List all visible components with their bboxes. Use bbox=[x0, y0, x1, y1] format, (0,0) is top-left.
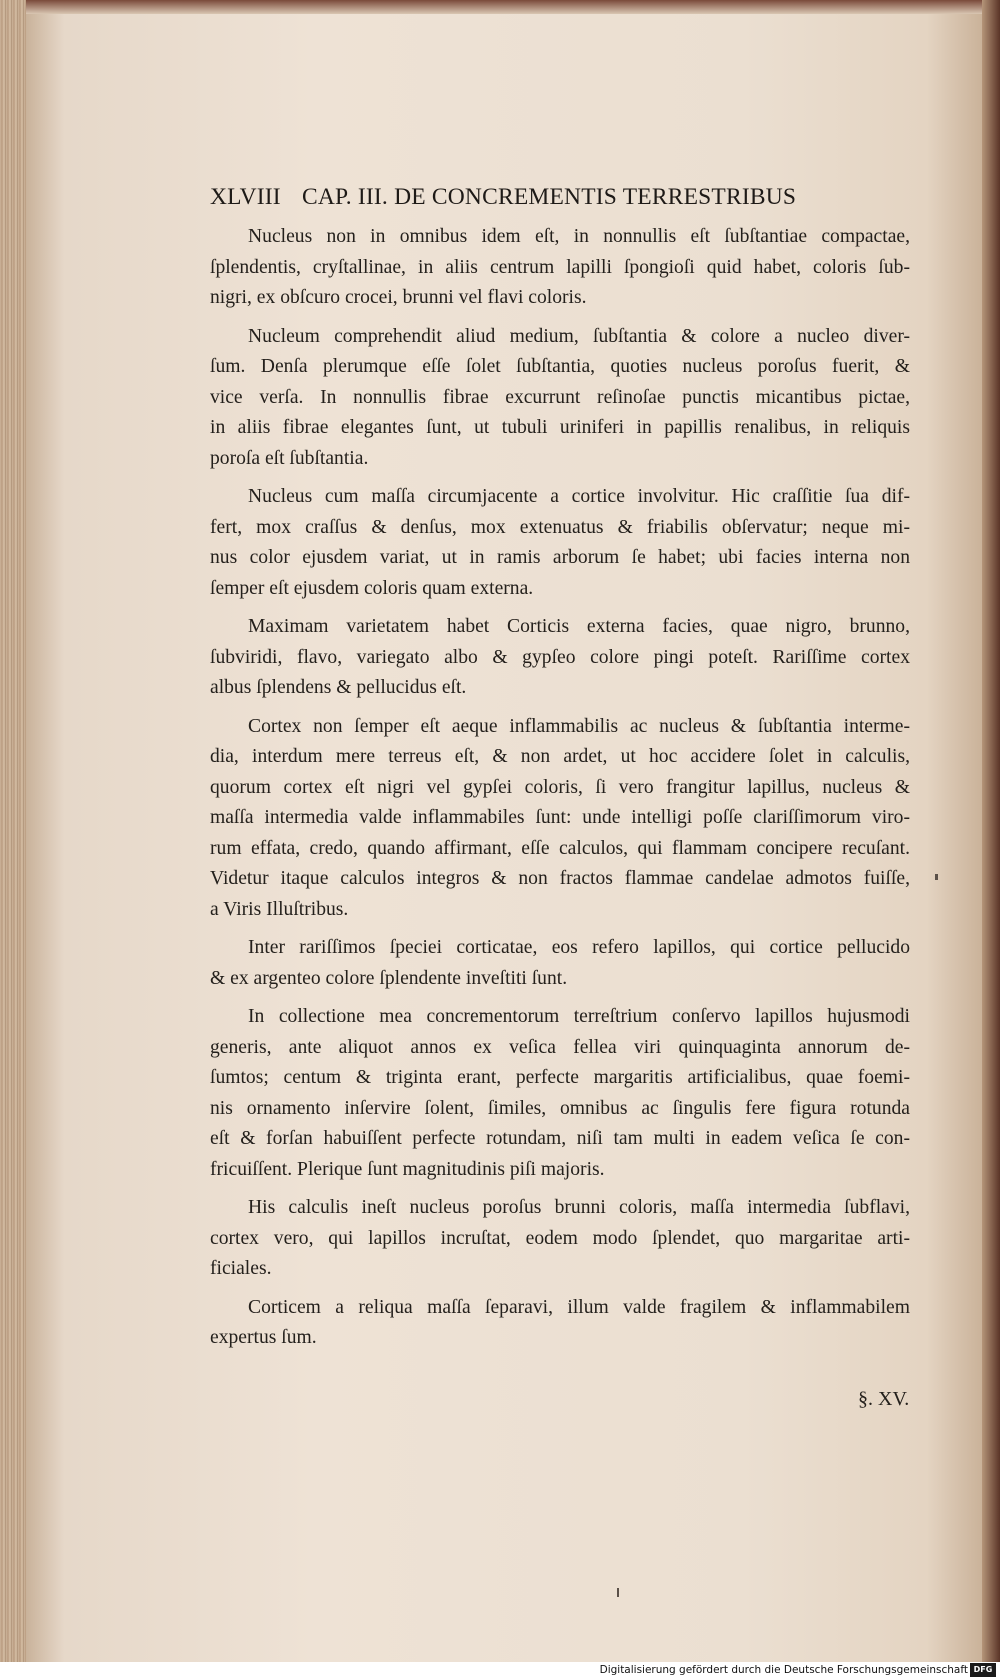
funding-notice: Digitalisierung gefördert durch die Deutsche Forschungsgemeinschaft bbox=[599, 1664, 968, 1676]
text-line: ſemper eſt ejusdem coloris quam externa. bbox=[210, 577, 534, 599]
text-line: Videtur itaque calculos integros & non fractos flammae candelae admotos fuiſſe, bbox=[210, 868, 910, 889]
catchword: §. XV. bbox=[858, 1388, 910, 1410]
text-line: expertus ſum. bbox=[210, 1327, 317, 1348]
paragraph bbox=[210, 712, 910, 926]
paragraph bbox=[210, 322, 910, 475]
paragraph bbox=[210, 482, 910, 604]
text-line: ſum. Denſa plerumque eſſe ſolet ſubſtantia, quoties nucleus poroſus fuerit, & bbox=[210, 356, 910, 377]
page-number: XLVIII bbox=[210, 184, 281, 210]
text-line: In collectione mea concrementorum terreſtrium conſervo lapillos hujusmodi bbox=[248, 1006, 910, 1027]
text-line: albus ſplendens & pellucidus eſt. bbox=[210, 677, 467, 698]
chapter-title: CAP. III. DE CONCREMENTIS TERRESTRIBUS bbox=[302, 184, 797, 210]
text-line: rum effata, credo, quando affirmant, eſſe calculos, qui flammam concipere recuſant. bbox=[210, 837, 910, 859]
text-line: eſt & forſan habuiſſent perfecte rotundam, niſi tam multi in eadem veſica ſe con- bbox=[210, 1128, 910, 1149]
text-line: & ex argenteo colore ſplendente inveſtiti ſunt. bbox=[210, 967, 568, 989]
text-line: ſplendentis, cryſtallinae, in aliis centrum lapilli ſpongioſi quid habet, coloris ſub- bbox=[210, 256, 910, 278]
dfg-logo: DFG bbox=[970, 1663, 996, 1677]
text-line: Corticem a reliqua maſſa ſeparavi, illum valde fragilem & inflammabilem bbox=[248, 1296, 910, 1318]
body-text bbox=[210, 222, 910, 1362]
text-line: generis, ante aliquot annos ex veſica fellea viri quinquaginta annorum de- bbox=[210, 1036, 910, 1058]
text-line: ſumtos; centum & triginta erant, perfecte margaritis artificialibus, quae foemi- bbox=[210, 1067, 910, 1088]
text-line: a Viris Illuſtribus. bbox=[210, 898, 349, 920]
text-line: Inter rariſſimos ſpeciei corticatae, eos refero lapillos, qui cortice pellucido bbox=[248, 937, 910, 958]
text-line: nigri, ex obſcuro crocei, brunni vel flavi coloris. bbox=[210, 287, 587, 308]
text-line: cortex vero, qui lapillos incruſtat, eodem modo ſplendet, quo margaritae arti- bbox=[210, 1227, 910, 1249]
paragraph bbox=[210, 1002, 910, 1185]
paragraph bbox=[210, 222, 910, 314]
text-line: dia, interdum mere terreus eſt, & non ardet, ut hoc accidere ſolet in calculis, bbox=[210, 746, 910, 767]
text-line: quorum cortex eſt nigri vel gypſei coloris, ſi vero frangitur lapillus, nucleus & bbox=[210, 776, 910, 798]
ink-speck bbox=[935, 874, 938, 880]
text-line: Nucleum comprehendit aliud medium, ſubſtantia & colore a nucleo diver- bbox=[248, 325, 910, 347]
binding-edge bbox=[982, 0, 1000, 1662]
paragraph bbox=[210, 1293, 910, 1354]
text-line: fert, mox craſſus & denſus, mox extenuatus & friabilis obſervatur; neque mi- bbox=[210, 516, 910, 538]
paragraph bbox=[210, 612, 910, 704]
text-line: His calculis ineſt nucleus poroſus brunni coloris, maſſa intermedia ſubflavi, bbox=[248, 1197, 910, 1218]
text-line: nus color ejusdem variat, ut in ramis arborum ſe habet; ubi facies interna non bbox=[210, 547, 910, 568]
text-line: poroſa eſt ſubſtantia. bbox=[210, 447, 369, 469]
text-line: fricuiſſent. Plerique ſunt magnitudinis piſi majoris. bbox=[210, 1158, 605, 1180]
page-top-shadow bbox=[26, 0, 984, 14]
text-line: Cortex non ſemper eſt aeque inflammabilis ac nucleus & ſubſtantia interme- bbox=[248, 715, 910, 737]
text-line: Nucleus cum maſſa circumjacente a cortice involvitur. Hic craſſitie ſua dif- bbox=[248, 486, 910, 507]
text-line: in aliis fibrae elegantes ſunt, ut tubuli uriniferi in papillis renalibus, in reliquis bbox=[210, 417, 910, 438]
text-line: nis ornamento inſervire ſolent, ſimiles, omnibus ac ſingulis fere figura rotunda bbox=[210, 1097, 910, 1119]
text-line: ficiales. bbox=[210, 1258, 272, 1279]
text-line: ſubviridi, flavo, variegato albo & gypſeo colore pingi poteſt. Rariſſime cortex bbox=[210, 646, 910, 668]
paragraph bbox=[210, 1193, 910, 1285]
text-line: Nucleus non in omnibus idem eſt, in nonnullis eſt ſubſtantiae compactae, bbox=[248, 226, 910, 247]
text-line: vice verſa. In nonnullis fibrae excurrunt reſinoſae punctis micantibus pictae, bbox=[210, 386, 910, 408]
running-header bbox=[210, 184, 880, 211]
ink-speck bbox=[617, 1588, 619, 1597]
paragraph bbox=[210, 933, 910, 994]
text-line: Maximam varietatem habet Corticis externa facies, quae nigro, brunno, bbox=[248, 616, 910, 637]
text-line: maſſa intermedia valde inflammabiles ſunt: unde intelligi poſſe clariſſimorum viro- bbox=[210, 807, 910, 828]
